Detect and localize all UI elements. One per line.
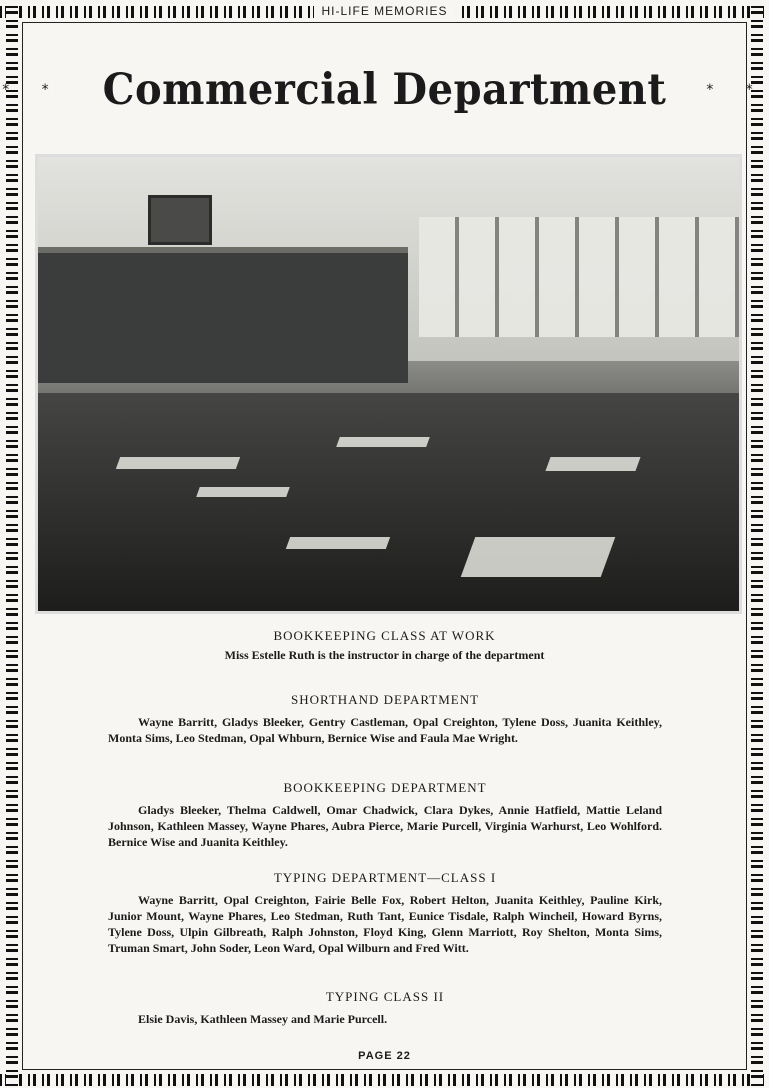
ornament-left: * * [2,81,63,98]
section-heading: BOOKKEEPING DEPARTMENT [283,780,487,795]
photo-desk [116,457,240,469]
photo-caption [108,628,661,663]
page-number: PAGE 22 [358,1050,411,1062]
page-border-bottom [0,1074,769,1086]
photo-wall-picture [148,195,212,245]
section-heading: SHORTHAND DEPARTMENT [290,692,480,707]
section-bookkeeping [108,780,662,850]
photo-floor [38,393,739,611]
section-heading: TYPING CLASS II [325,989,445,1004]
section-names: Gladys Bleeker, Thelma Caldwell, Omar Chadwick, Clara Dykes, Annie Hatfield, Mattie Leland Johnson, Kathleen Massey, Wayne Phares, Aubra Pierce, Marie Purcell, Virginia Warhurst, Leo Wohlford. Bernice Wise and Juanita Keithley. [108,803,662,849]
photo-desk [545,457,640,471]
section-typing-class-1 [108,870,662,956]
title-row [0,66,769,113]
section-heading: TYPING DEPARTMENT—CLASS I [273,870,497,885]
page-border-left [6,6,18,1086]
section-typing-class-2 [108,989,662,1027]
photo-windows [419,217,739,337]
photo-caption-text: Miss Estelle Ruth is the instructor in charge of the department [224,648,545,662]
photo-blackboard [38,247,408,383]
classroom-photo [35,154,742,614]
ornament-right: * * [706,81,767,98]
photo-desk [286,537,390,549]
running-head: HI-LIFE MEMORIES [313,4,455,18]
section-shorthand [108,692,662,746]
photo-desk [196,487,290,497]
page-title: Commercial Department [102,64,667,115]
section-names: Wayne Barritt, Opal Creighton, Fairie Belle Fox, Robert Helton, Juanita Keithley, Pauline Kirk, Junior Mount, Wayne Phares, Leo Stedman, Ruth Tant, Eunice Tisdale, Ralph Wincheil, Howard Byrns, Tylene Doss, Ulpin Gilbreath, Ralph Johnston, Floyd King, Glenn Marriott, Roy Shelton, Monta Sims, Truman Smart, John Soder, Leon Ward, Opal Wilburn and Fred Witt. [108,893,662,955]
section-names: Elsie Davis, Kathleen Massey and Marie Purcell. [138,1012,388,1026]
section-names: Wayne Barritt, Gladys Bleeker, Gentry Castleman, Opal Creighton, Tylene Doss, Juanita Keithley, Monta Sims, Leo Stedman, Opal Whburn, Bernice Wise and Faula Mae Wright. [108,715,662,745]
photo-caption-heading: BOOKKEEPING CLASS AT WORK [273,628,496,643]
photo-desk [336,437,430,447]
page-border-right [751,6,763,1086]
photo-desk [461,537,616,577]
